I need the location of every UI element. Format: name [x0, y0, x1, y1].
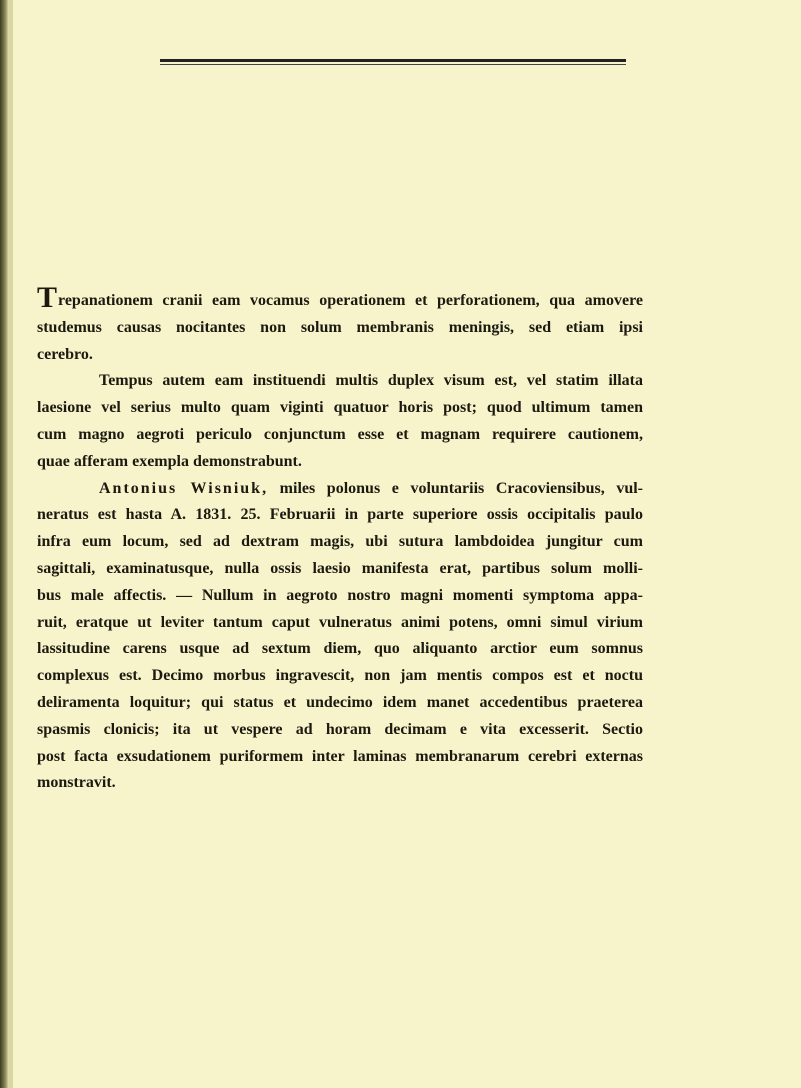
text-line: monstravit. [37, 774, 116, 792]
text-line: cum magno aegroti periculo conjunctum esse et magnam requirere cautionem, [37, 425, 643, 443]
text-line [37, 476, 643, 503]
text-line: Tempus autem eam instituendi multis duplex visum est, vel statim illata [99, 372, 643, 390]
text-line: laesione vel serius multo quam viginti quatuor horis post; quod ultimum tamen [37, 399, 643, 417]
text-line: cerebro. [37, 345, 93, 363]
text-line: bus male affectis. — Nullum in aegroto nostro magni momenti symptoma appa- [37, 586, 643, 604]
line-text: miles polonus e voluntariis Cracoviensibus, vul- [279, 479, 644, 497]
body-text [37, 281, 644, 797]
line-text: repanationem cranii eam vocamus operationem et perforationem, qua amovere [58, 292, 643, 309]
page-binding-shadow [9, 0, 13, 1088]
text-line: post facta exsudationem puriformem inter laminas membranarum cerebri externas [37, 747, 643, 765]
text-line: lassitudine carens usque ad sextum diem, quo aliquanto arctior eum somnus [37, 640, 643, 658]
text-line: sagittali, examinatusque, nulla ossis laesio manifesta erat, partibus solum molli- [37, 559, 643, 577]
text-line: quae afferam exempla demonstrabunt. [37, 452, 302, 470]
text-line: complexus est. Decimo morbus ingravescit, non jam mentis compos est et noctu [37, 667, 643, 685]
text-line: infra eum locum, sed ad dextram magis, ubi sutura lambdoidea jungitur cum [37, 533, 643, 551]
patient-name: Antonius Wisniuk, [99, 479, 269, 497]
text-line: spasmis clonicis; ita ut vespere ad horam decimam e vita excesserit. Sectio [37, 720, 643, 738]
drop-cap: T [37, 281, 58, 314]
text-line: studemus causas nocitantes non solum membranis meningis, sed etiam ipsi [37, 318, 643, 336]
text-line: deliramenta loquitur; qui status et undecimo idem manet accedentibus praeterea [37, 693, 643, 711]
text-line: neratus est hasta A. 1831. 25. Februarii in parte superiore ossis occipitalis paulo [37, 506, 643, 524]
header-rule [160, 59, 626, 65]
page-binding-edge [0, 0, 9, 1088]
text-line [37, 281, 643, 315]
text-line: ruit, eratque ut leviter tantum caput vulneratus animi potens, omni simul virium [37, 613, 643, 631]
